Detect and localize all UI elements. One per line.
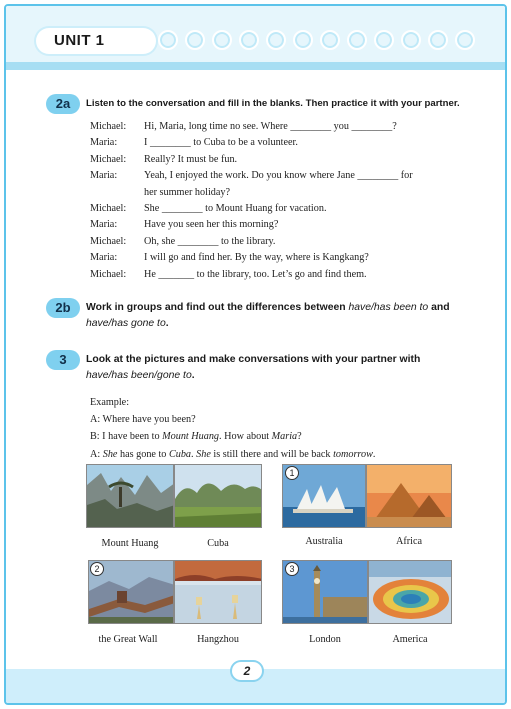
picture-number-2: 2 bbox=[90, 562, 104, 576]
example-text: B: I have been to bbox=[90, 431, 163, 443]
dialogue-line bbox=[90, 168, 413, 184]
circle-decoration bbox=[266, 30, 286, 50]
caption-mount-huang: Mount Huang bbox=[101, 538, 159, 549]
example-text: . bbox=[372, 448, 376, 460]
line-text: Really? It must be fun. bbox=[144, 153, 238, 165]
line-text: I will go and find her. By the way, where is Kangkang? bbox=[144, 252, 369, 264]
instruction-italic: have/has been/gone to bbox=[86, 370, 192, 381]
speaker: Maria: bbox=[90, 170, 118, 182]
cuba-photo bbox=[174, 464, 262, 528]
line-text: Oh, she ________ to the library. bbox=[144, 235, 276, 247]
instruction-text: . bbox=[191, 370, 195, 381]
cuba-illustration bbox=[175, 465, 262, 528]
circle-decoration bbox=[428, 30, 448, 50]
example-text: is still there and will be back bbox=[210, 448, 334, 460]
dialogue-line bbox=[90, 250, 413, 266]
america-photo bbox=[368, 560, 452, 624]
dialogue-2a bbox=[90, 119, 413, 283]
speaker: Michael: bbox=[90, 203, 127, 215]
line-text: Have you seen her this morning? bbox=[144, 219, 279, 231]
speaker: Michael: bbox=[90, 121, 127, 132]
header-stripe bbox=[6, 62, 505, 70]
example-line-a2: A: She has gone to Cuba. She is still there and will be back tomorrow. bbox=[90, 448, 376, 460]
caption-cuba: Cuba bbox=[207, 538, 229, 549]
instruction-3 bbox=[86, 352, 476, 384]
instruction-text: Work in groups and find out the differences between bbox=[86, 302, 349, 313]
example-italic: She bbox=[196, 448, 211, 460]
speaker: Maria: bbox=[90, 137, 118, 149]
example-block bbox=[90, 394, 375, 463]
hangzhou-photo bbox=[174, 560, 262, 624]
america-illustration bbox=[369, 561, 452, 624]
circle-decoration bbox=[455, 30, 475, 50]
circle-decoration bbox=[158, 30, 178, 50]
speaker: Michael: bbox=[90, 268, 127, 280]
instruction-text: . bbox=[165, 318, 169, 329]
section-badge-3: 3 bbox=[46, 350, 80, 370]
example-italic: Mount Huang bbox=[162, 431, 220, 443]
line-text: Yeah, I enjoyed the work. Do you know where Jane ________ for bbox=[144, 170, 413, 182]
instruction-2a: Listen to the conversation and fill in the blanks. Then practice it with your partner. bbox=[86, 98, 460, 109]
speaker bbox=[90, 185, 144, 201]
dialogue-line bbox=[90, 152, 413, 168]
circle-decoration bbox=[347, 30, 367, 50]
africa-illustration bbox=[367, 465, 452, 528]
page-number: 2 bbox=[232, 662, 262, 680]
dialogue-line bbox=[90, 234, 413, 250]
example-italic: Cuba bbox=[168, 448, 192, 460]
section-badge-2b: 2b bbox=[46, 298, 80, 318]
instruction-2b bbox=[86, 300, 476, 332]
circle-decoration bbox=[185, 30, 205, 50]
circle-decoration bbox=[239, 30, 259, 50]
caption-london: London bbox=[309, 634, 341, 645]
example-italic: Maria bbox=[271, 431, 298, 443]
line-text: her summer holiday? bbox=[144, 186, 231, 198]
picture-number-1: 1 bbox=[285, 466, 299, 480]
dialogue-line bbox=[90, 135, 413, 151]
caption-great-wall: the Great Wall bbox=[98, 634, 158, 645]
caption-australia: Australia bbox=[305, 536, 343, 547]
dialogue-line bbox=[90, 267, 413, 283]
speaker: Michael: bbox=[90, 235, 127, 247]
line-text: He _______ to the library, too. Let’s go and find them. bbox=[144, 268, 367, 280]
decorative-circles bbox=[158, 30, 475, 50]
instruction-italic: have/has been to bbox=[348, 302, 429, 313]
speaker: Maria: bbox=[90, 219, 118, 231]
dialogue-line bbox=[90, 119, 413, 135]
line-text: I ________ to Cuba to be a volunteer. bbox=[144, 137, 298, 149]
caption-america: America bbox=[392, 634, 428, 645]
speaker: Michael: bbox=[90, 153, 127, 165]
example-text: has gone to bbox=[117, 448, 169, 460]
section-badge-2a: 2a bbox=[46, 94, 80, 114]
line-text: Hi, Maria, long time no see. Where ________ you ________? bbox=[144, 121, 397, 132]
dialogue-line bbox=[90, 217, 413, 233]
example-italic: She bbox=[102, 448, 118, 460]
example-label: Example: bbox=[90, 397, 130, 408]
mount-huang-photo bbox=[86, 464, 174, 528]
example-text: ? bbox=[297, 431, 302, 443]
africa-photo bbox=[366, 464, 452, 528]
circle-decoration bbox=[320, 30, 340, 50]
speaker: Maria: bbox=[90, 252, 118, 264]
example-text: . How about bbox=[219, 431, 272, 443]
example-line-a1: A: Where have you been? bbox=[90, 414, 196, 426]
circle-decoration bbox=[293, 30, 313, 50]
caption-africa: Africa bbox=[395, 536, 423, 547]
circle-decoration bbox=[401, 30, 421, 50]
example-text: . bbox=[191, 448, 197, 460]
hangzhou-illustration bbox=[175, 561, 262, 624]
page-frame bbox=[4, 4, 507, 705]
instruction-italic: have/has gone to bbox=[86, 318, 166, 329]
line-text: She ________ to Mount Huang for vacation. bbox=[144, 203, 327, 215]
instruction-text: Look at the pictures and make conversations with your partner with bbox=[86, 354, 421, 365]
caption-hangzhou: Hangzhou bbox=[197, 634, 239, 645]
unit-label: UNIT 1 bbox=[54, 32, 105, 49]
picture-number-3: 3 bbox=[285, 562, 299, 576]
dialogue-line bbox=[90, 185, 413, 201]
example-italic: tomorrow bbox=[333, 448, 373, 460]
instruction-text: and bbox=[428, 302, 450, 313]
example-line-b bbox=[90, 428, 375, 445]
mount-huang-illustration bbox=[87, 465, 174, 528]
circle-decoration bbox=[212, 30, 232, 50]
dialogue-line bbox=[90, 201, 413, 217]
circle-decoration bbox=[374, 30, 394, 50]
